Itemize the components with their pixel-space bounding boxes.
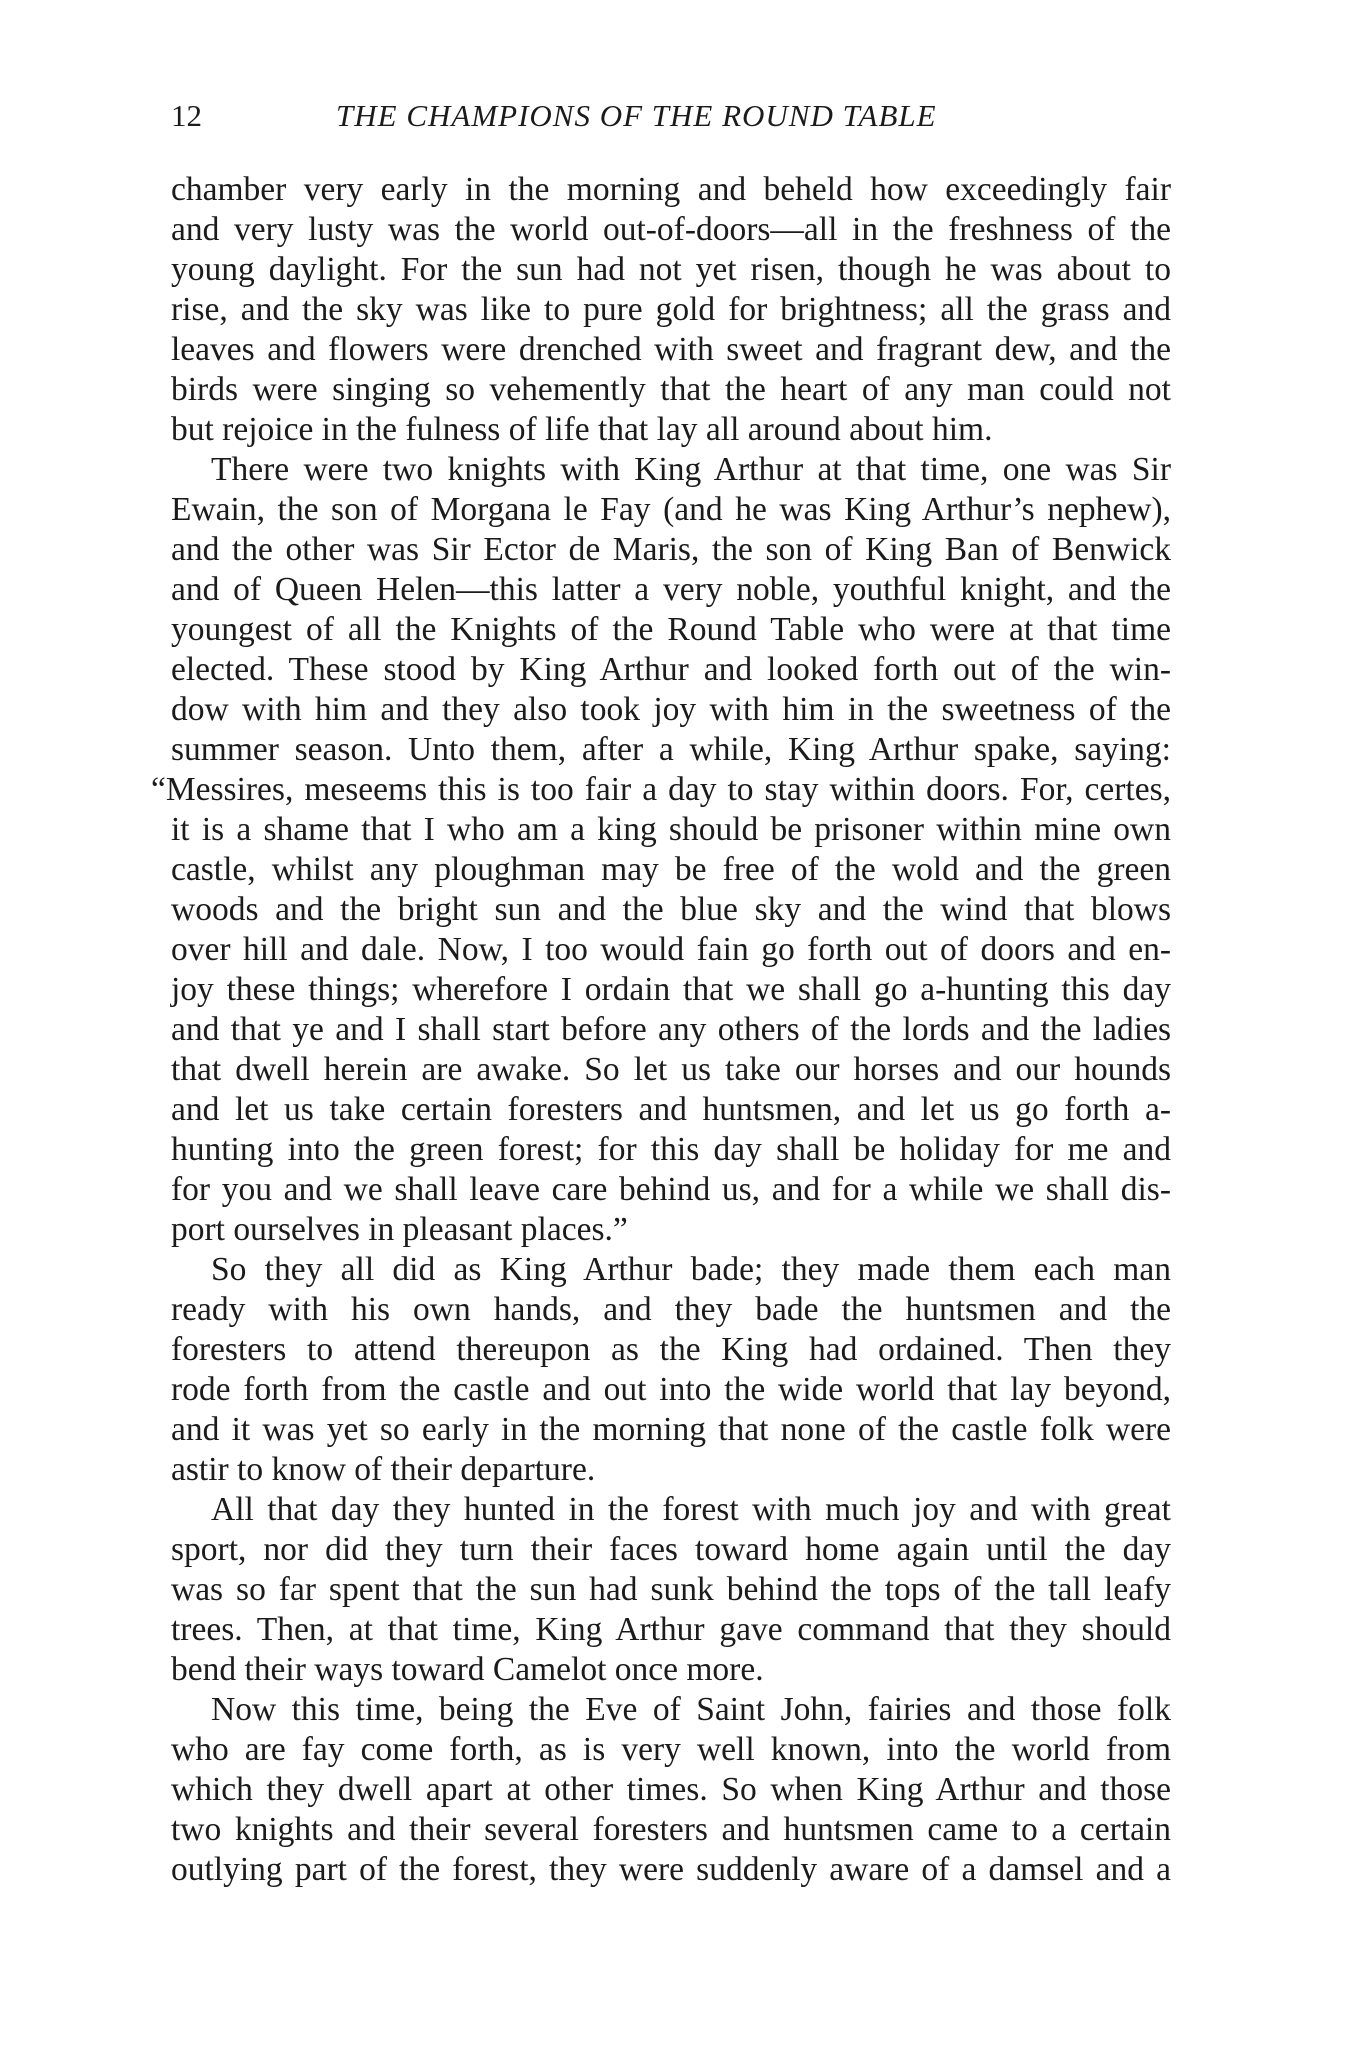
text-line: youngest of all the Knights of the Round Table who were at that time (171, 611, 1171, 648)
text-line: castle, whilst any ploughman may be free of the wold and the green (171, 851, 1171, 888)
text-line: dow with him and they also took joy with him in the sweetness of the (171, 691, 1171, 728)
text-line: and of Queen Helen—this latter a very noble, youthful knight, and the (171, 571, 1171, 608)
text-line: trees. Then, at that time, King Arthur gave command that they should (171, 1611, 1171, 1648)
text-line: astir to know of their departure. (171, 1451, 596, 1488)
text-line: “Messires, meseems this is too fair a day to stay within doors. For, certes, (151, 771, 1171, 808)
page-number: 12 (171, 98, 202, 133)
body-text (151, 170, 1171, 1890)
text-line: which they dwell apart at other times. So when King Arthur and those (171, 1771, 1171, 1808)
text-line: bend their ways toward Camelot once more. (171, 1651, 764, 1688)
text-line: summer season. Unto them, after a while, King Arthur spake, saying: (171, 731, 1171, 768)
text-line: that dwell herein are awake. So let us take our horses and our hounds (171, 1051, 1171, 1088)
text-line: leaves and flowers were drenched with sweet and fragrant dew, and the (171, 331, 1171, 368)
running-title: THE CHAMPIONS OF THE ROUND TABLE (336, 98, 937, 133)
text-line: birds were singing so vehemently that the heart of any man could not (171, 371, 1171, 408)
text-line: outlying part of the forest, they were suddenly aware of a damsel and a (171, 1851, 1171, 1888)
text-line: but rejoice in the fulness of life that lay all around about him. (171, 411, 993, 448)
text-line: rode forth from the castle and out into the wide world that lay beyond, (171, 1371, 1171, 1408)
text-line: ready with his own hands, and they bade the huntsmen and the (171, 1291, 1171, 1328)
text-line: over hill and dale. Now, I too would fain go forth out of doors and en- (171, 931, 1171, 968)
text-line: who are fay come forth, as is very well known, into the world from (171, 1731, 1171, 1768)
text-line: joy these things; wherefore I ordain that we shall go a-hunting this day (171, 971, 1171, 1008)
text-line: foresters to attend thereupon as the King had ordained. Then they (171, 1331, 1171, 1368)
text-line: So they all did as King Arthur bade; they made them each man (211, 1251, 1171, 1288)
running-head (171, 94, 1171, 138)
text-line: and the other was Sir Ector de Maris, the son of King Ban of Benwick (171, 531, 1171, 568)
text-line: was so far spent that the sun had sunk behind the tops of the tall leafy (171, 1571, 1171, 1608)
text-line: hunting into the green forest; for this day shall be holiday for me and (171, 1131, 1171, 1168)
text-line: sport, nor did they turn their faces toward home again until the day (171, 1531, 1171, 1568)
text-line: All that day they hunted in the forest with much joy and with great (211, 1491, 1171, 1528)
text-line: Now this time, being the Eve of Saint John, fairies and those folk (211, 1691, 1171, 1728)
text-line: for you and we shall leave care behind us, and for a while we shall dis- (171, 1171, 1171, 1208)
text-line: and that ye and I shall start before any others of the lords and the ladies (171, 1011, 1171, 1048)
text-line: two knights and their several foresters and huntsmen came to a certain (171, 1811, 1171, 1848)
text-line: young daylight. For the sun had not yet risen, though he was about to (171, 251, 1171, 288)
text-line: and very lusty was the world out-of-doors—all in the freshness of the (171, 211, 1171, 248)
text-line: Ewain, the son of Morgana le Fay (and he was King Arthur’s nephew), (171, 491, 1171, 528)
text-line: woods and the bright sun and the blue sky and the wind that blows (171, 891, 1171, 928)
text-line: and it was yet so early in the morning that none of the castle folk were (171, 1411, 1171, 1448)
text-line: port ourselves in pleasant places.” (171, 1211, 628, 1248)
text-line: it is a shame that I who am a king should be prisoner within mine own (171, 811, 1171, 848)
text-line: rise, and the sky was like to pure gold for brightness; all the grass and (171, 291, 1171, 328)
text-line: elected. These stood by King Arthur and looked forth out of the win- (171, 651, 1171, 688)
text-line: chamber very early in the morning and beheld how exceedingly fair (171, 171, 1171, 208)
text-line: and let us take certain foresters and huntsmen, and let us go forth a- (171, 1091, 1171, 1128)
text-line: There were two knights with King Arthur at that time, one was Sir (211, 451, 1171, 488)
